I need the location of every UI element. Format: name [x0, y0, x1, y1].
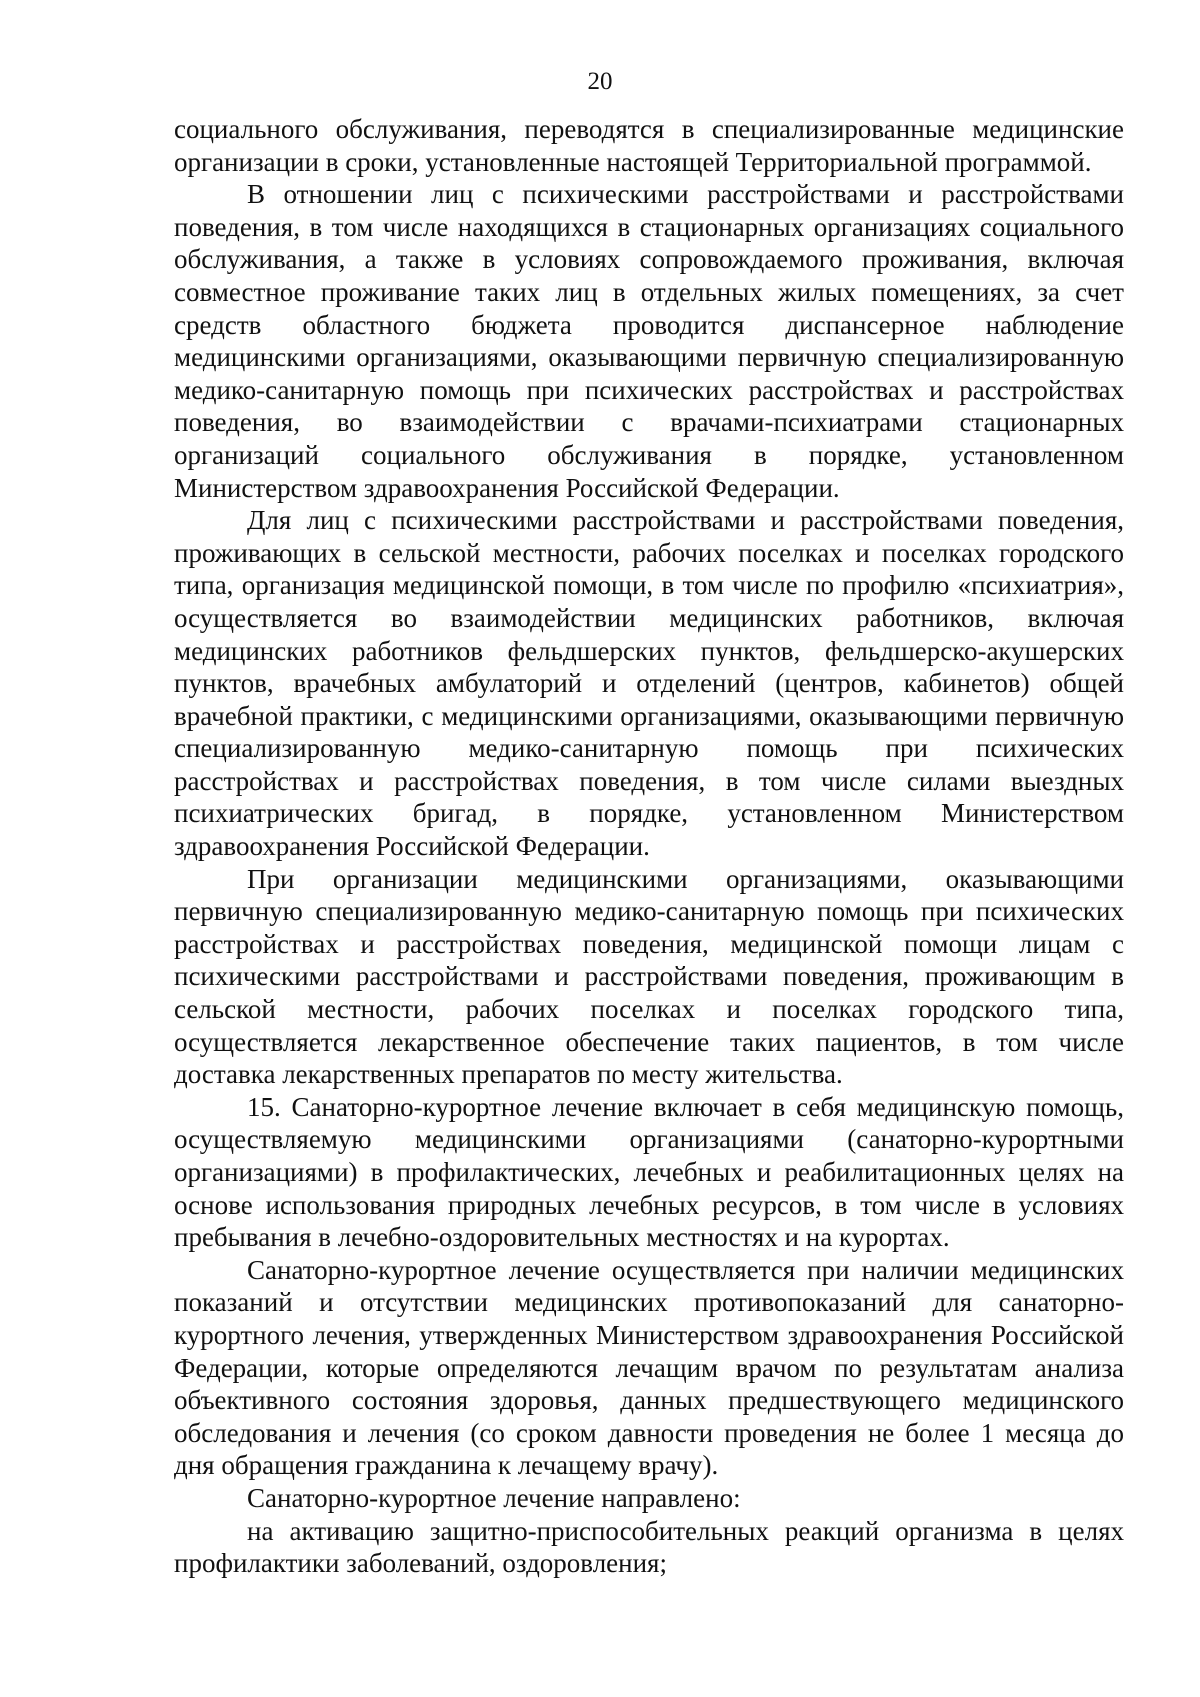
page-number: 20: [587, 68, 613, 95]
paragraph-sanatorium-aims-intro: Санаторно-курортное лечение направлено:: [247, 1482, 741, 1513]
paragraph-rural-psychiatric-care: Для лиц с психическими расстройствами и расстройствами поведения, проживающих в сельской местности, рабочих поселках и поселках городского типа, организация медицинской помощи, в том числе по профилю «психиатрия», осуществляется во взаимодействии медицинских работников, включая медицинских работников фельдшерских пунктов, фельдшерско-акушерских пунктов, врачебных амбулаторий и отделений (центров, кабинетов) общей врачебной практики, с медицинскими организациями, оказывающими первичную специализированную медико-санитарную помощь при психических расстройствах и расстройствах поведения, в том числе силами выездных психиатрических бригад, в порядке, установленном Министерством здравоохранения Российской Федерации.: [174, 505, 1124, 862]
document-body: [174, 113, 1124, 1580]
paragraph-medication-supply: При организации медицинскими организациями, оказывающими первичную специализированную медико-санитарную помощь при психических расстройствах и расстройствах поведения, медицинской помощи лицам с психическими расстройствами и расстройствами поведения, проживающим в сельской местности, рабочих поселках и поселках городского типа, осуществляется лекарственное обеспечение таких пациентов, в том числе доставка лекарственных препаратов по месту жительства.: [174, 863, 1124, 1090]
paragraph-continuation: социального обслуживания, переводятся в специализированные медицинские организации в сроки, установленные настоящей Территориальной программой.: [174, 114, 1124, 177]
paragraph-dispensary-observation: В отношении лиц с психическими расстройствами и расстройствами поведения, в том числе находящихся в стационарных организациях социального обслуживания, а также в условиях сопровождаемого проживания, включая совместное проживание таких лиц в отдельных жилых помещениях, за счет средств областного бюджета проводится диспансерное наблюдение медицинскими организациями, оказывающими первичную специализированную медико-санитарную помощь при психических расстройствах и расстройствах поведения, во взаимодействии с врачами-психиатрами стационарных организаций социального обслуживания в порядке, установленном Министерством здравоохранения Российской Федерации.: [174, 179, 1124, 503]
paragraph-sanatorium-indications: Санаторно-курортное лечение осуществляется при наличии медицинских показаний и отсутствии медицинских противопоказаний для санаторно-курортного лечения, утвержденных Министерством здравоохранения Российской Федерации, которые определяются лечащим врачом по результатам анализа объективного состояния здоровья, данных предшествующего медицинского обследования и лечения (со сроком давности проведения не более 1 месяца до дня обращения гражданина к лечащему врачу).: [174, 1254, 1124, 1481]
paragraph-sanatorium-definition: 15. Санаторно-курортное лечение включает в себя медицинскую помощь, осуществляемую медицинскими организациями (санаторно-курортными организациями) в профилактических, лечебных и реабилитационных целях на основе использования природных лечебных ресурсов, в том числе в условиях пребывания в лечебно-оздоровительных местностях и на курортах.: [174, 1091, 1124, 1253]
paragraph-sanatorium-aim-activation: на активацию защитно-приспособительных реакций организма в целях профилактики заболеваний, оздоровления;: [174, 1515, 1124, 1579]
